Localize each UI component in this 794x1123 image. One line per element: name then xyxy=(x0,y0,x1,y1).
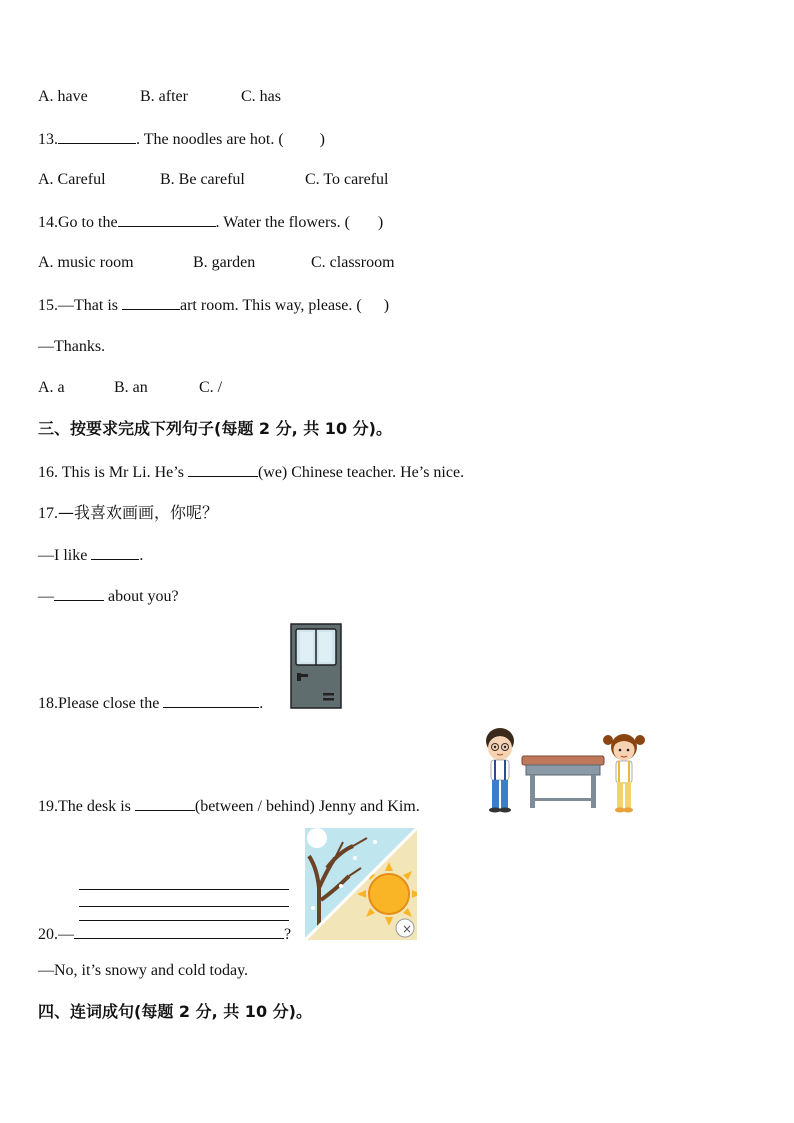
answer-line-1[interactable] xyxy=(79,889,289,890)
question-18 xyxy=(38,693,263,714)
question-17 xyxy=(38,503,218,524)
answer-blank[interactable] xyxy=(163,693,259,708)
door-picture xyxy=(290,623,342,709)
answer-blank[interactable] xyxy=(188,462,258,477)
option-b[interactable]: B. an xyxy=(114,379,148,396)
answer-blank[interactable] xyxy=(58,129,136,144)
question-text-pre: Go to the xyxy=(58,214,118,231)
text-pre: —I like xyxy=(38,547,92,564)
q14-options xyxy=(38,253,395,273)
section-heading-4: 四、连词成句(每题 2 分, 共 10 分)。 xyxy=(38,1002,312,1021)
answer-blank[interactable] xyxy=(135,796,195,811)
question-text-post: ? xyxy=(284,926,292,943)
question-text-pre: —That is xyxy=(58,297,122,314)
question-19 xyxy=(38,796,420,817)
option-b[interactable]: B. garden xyxy=(193,254,256,271)
q12-options xyxy=(38,87,281,107)
desk-between-kids-picture xyxy=(478,726,650,814)
answer-blank[interactable] xyxy=(122,295,180,310)
option-c[interactable]: C. classroom xyxy=(311,254,395,271)
option-a[interactable]: A. have xyxy=(38,88,88,105)
question-text: . Water the flowers. ( xyxy=(215,214,350,231)
option-c[interactable]: C. has xyxy=(241,88,281,105)
boy-figure xyxy=(486,728,514,813)
answer-line-2[interactable] xyxy=(79,906,289,907)
q13-options xyxy=(38,170,388,190)
option-c[interactable]: C. To careful xyxy=(305,171,389,188)
answer-blank[interactable] xyxy=(118,212,216,227)
option-c[interactable]: C. / xyxy=(199,379,223,396)
section-heading-3: 三、按要求完成下列句子(每题 2 分, 共 10 分)。 xyxy=(38,419,392,438)
paren-close: ) xyxy=(319,131,325,148)
text-post: about you? xyxy=(104,588,179,605)
desk-figure xyxy=(522,756,604,808)
q17-line-3 xyxy=(38,586,179,607)
answer-blank[interactable] xyxy=(54,586,104,601)
q15-options xyxy=(38,378,222,398)
question-number: 15. xyxy=(38,297,58,314)
question-16 xyxy=(38,462,464,483)
option-a[interactable]: A. Careful xyxy=(38,171,106,188)
question-text-pre: 18.Please close the xyxy=(38,695,164,712)
option-a[interactable]: A. music room xyxy=(38,254,134,271)
question-text: . The noodles are hot. ( xyxy=(136,131,284,148)
answer-blank[interactable] xyxy=(74,924,284,939)
question-number: 14. xyxy=(38,214,58,231)
q15-reply: —Thanks. xyxy=(38,338,106,355)
text-post: . xyxy=(139,547,144,564)
question-text: (we) Chinese teacher. He’s nice. xyxy=(257,464,465,481)
girl-figure xyxy=(603,734,645,813)
paren-close: ) xyxy=(377,214,384,231)
answer-blank[interactable] xyxy=(91,545,139,560)
question-number: 17. xyxy=(38,505,58,522)
option-a[interactable]: A. a xyxy=(38,379,65,396)
question-14 xyxy=(38,212,383,233)
question-text-chinese: —我喜欢画画，你呢？ xyxy=(58,503,219,522)
option-b[interactable]: B. Be careful xyxy=(160,171,245,188)
question-text-pre: 20.— xyxy=(38,926,74,943)
question-text-pre: 16. This is Mr Li. He’s xyxy=(38,464,188,481)
paren-close: ) xyxy=(383,297,390,314)
question-text: art room. This way, please. ( xyxy=(180,297,362,314)
close-glyph[interactable]: × xyxy=(401,922,413,936)
question-15 xyxy=(38,295,389,316)
question-text-post: . xyxy=(259,695,264,712)
question-number: 13. xyxy=(38,131,58,148)
q17-line-2 xyxy=(38,545,143,566)
question-text-post: (between / behind) Jenny and Kim. xyxy=(194,798,420,815)
q20-reply: —No, it’s snowy and cold today. xyxy=(38,962,249,979)
question-13 xyxy=(38,129,325,150)
text-pre: — xyxy=(38,588,54,605)
option-b[interactable]: B. after xyxy=(140,88,188,105)
question-20 xyxy=(38,924,291,945)
question-text-pre: 19.The desk is xyxy=(38,798,135,815)
answer-line-3[interactable] xyxy=(79,920,289,921)
